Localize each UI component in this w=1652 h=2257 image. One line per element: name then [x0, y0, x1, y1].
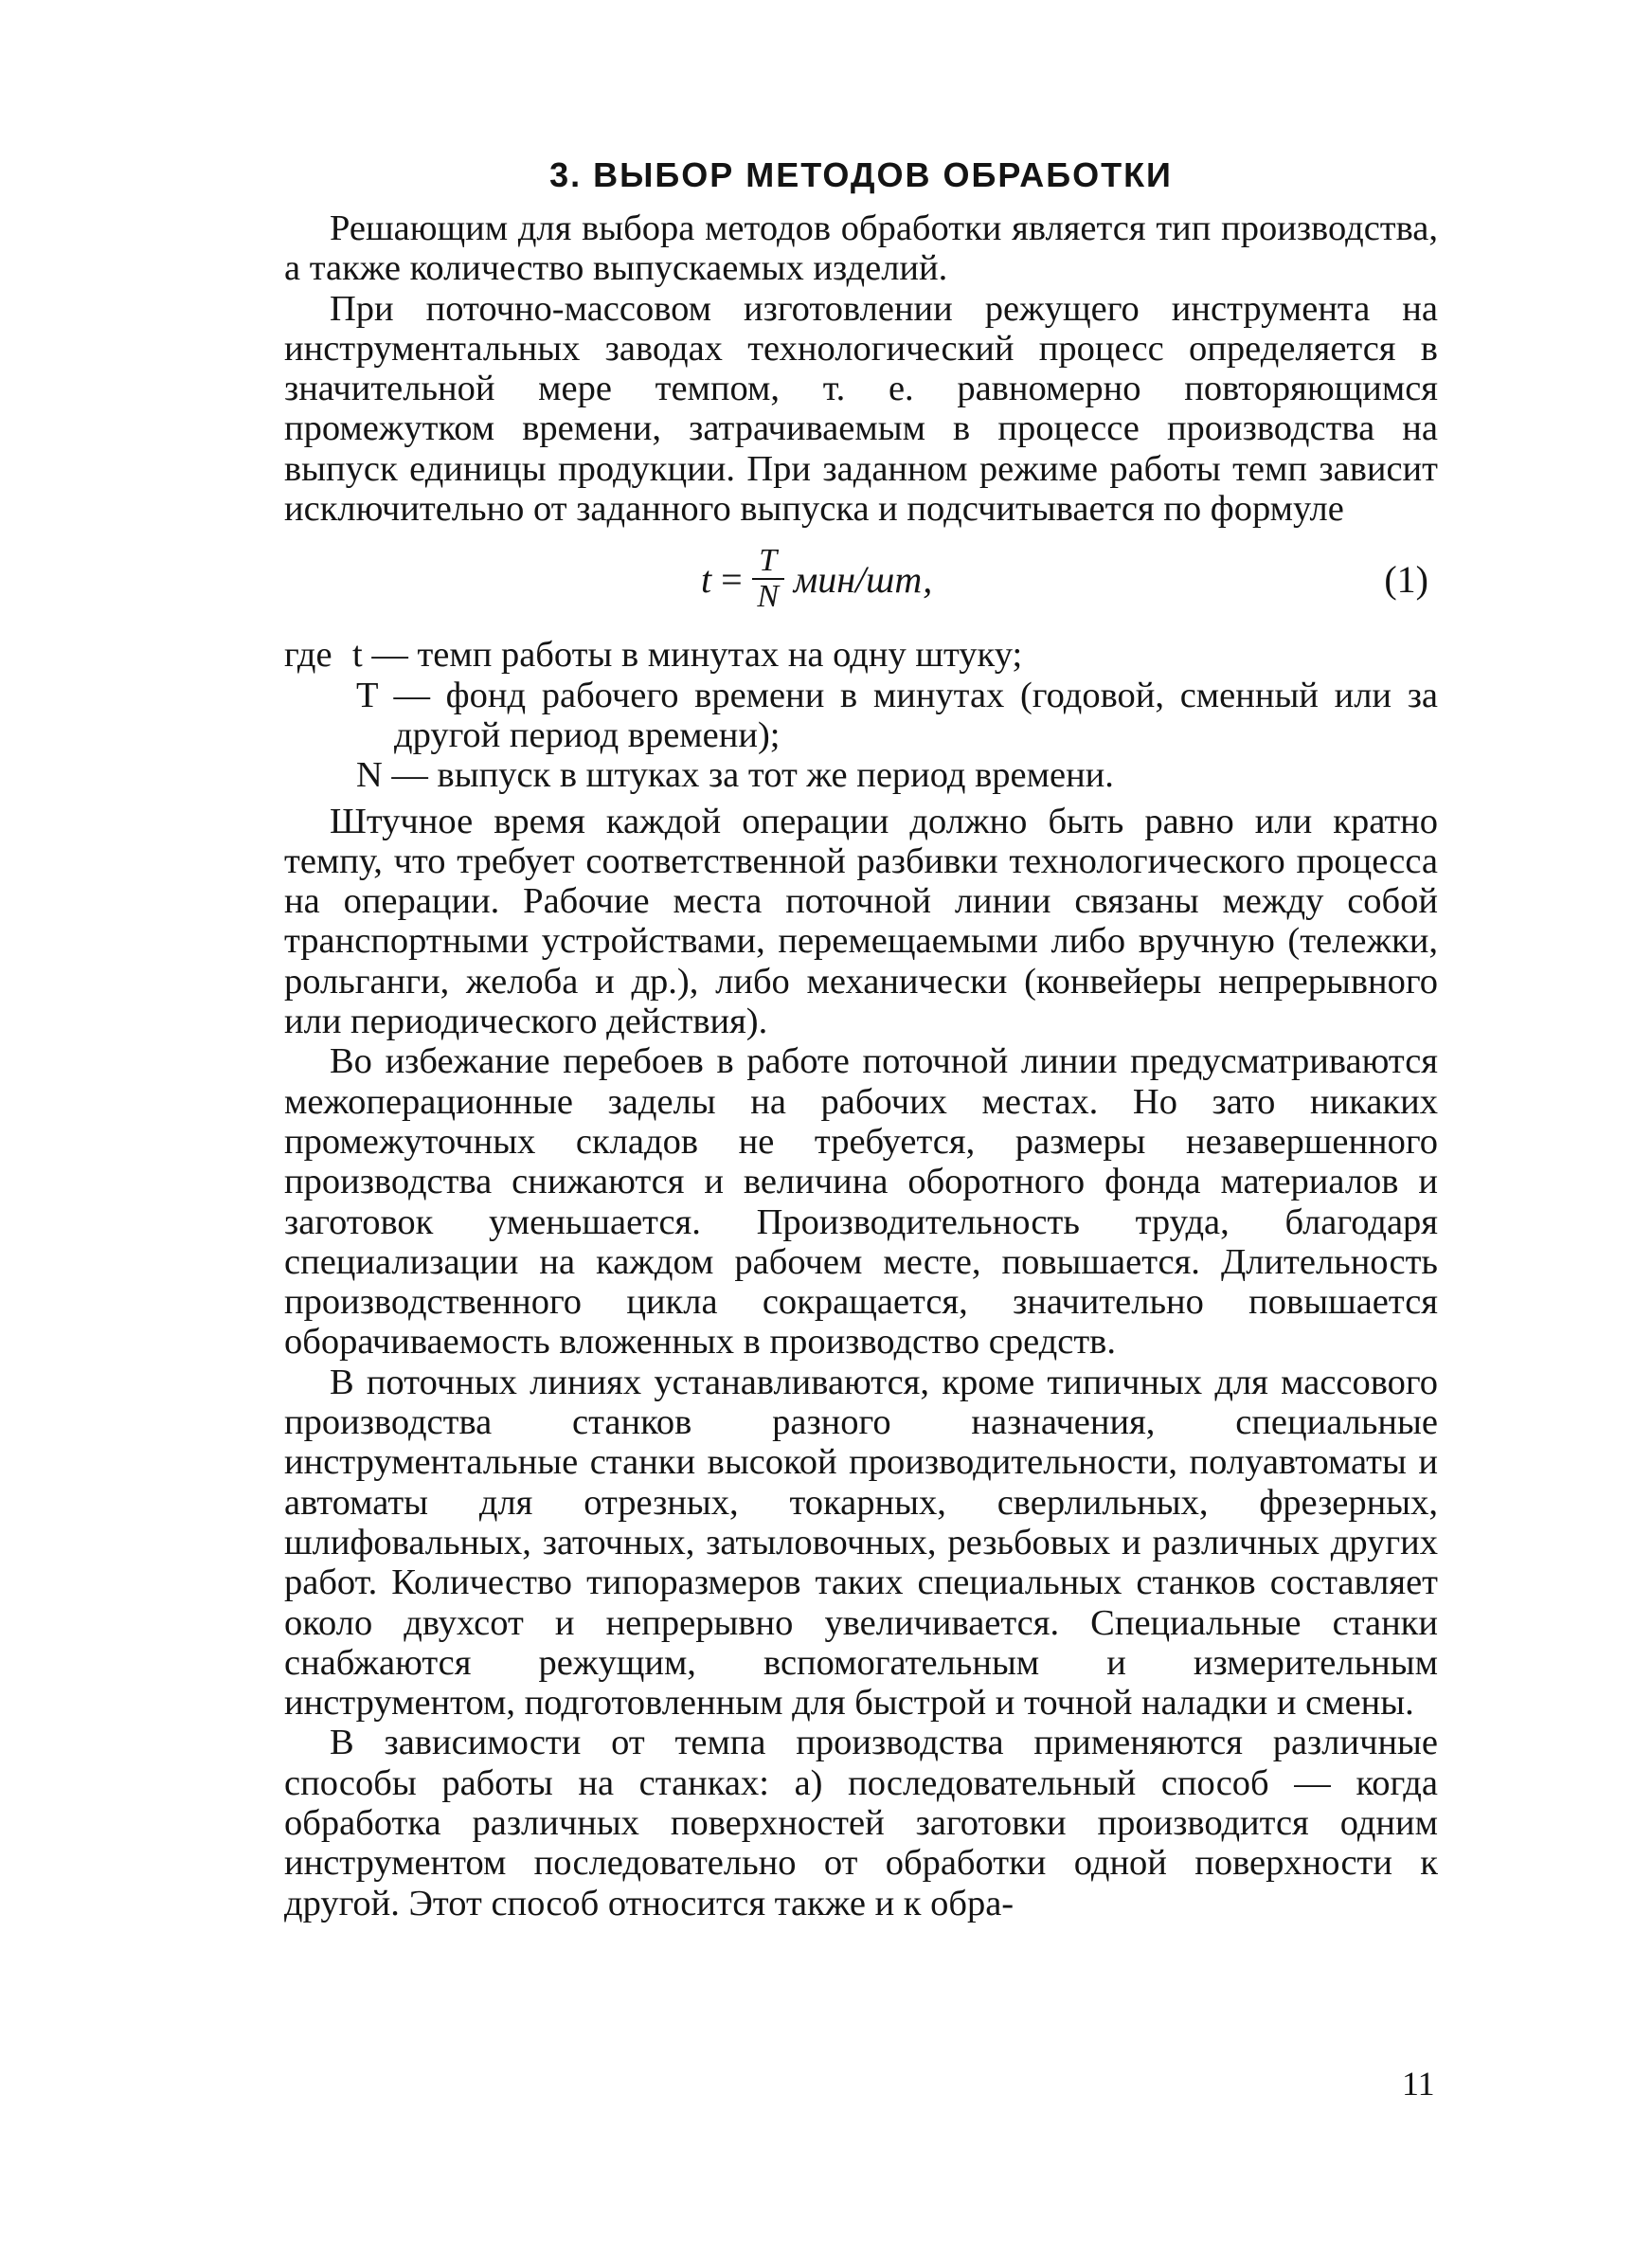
formula-1	[284, 534, 1438, 625]
text-column	[284, 142, 1438, 1923]
variable-definitions	[284, 635, 1438, 795]
formula-numerator: T	[759, 543, 778, 579]
formula-number: (1)	[1384, 558, 1428, 602]
definition-N	[284, 755, 1438, 795]
formula-unit: мин/шт,	[793, 557, 933, 601]
definition-where: где	[284, 635, 332, 676]
formula-fraction	[752, 544, 784, 614]
page-number: 11	[1402, 2065, 1435, 2103]
paragraph: Во избежание перебоев в работе поточной линии предусматриваются межоперационные заделы на рабочих местах. Но зато никаких промежуточных складов не требуется, размеры незавершенного производства снижаются и величина оборотного фонда материалов и заготовок уменьшается. Производительность труда, благодаря специализации на каждом рабочем месте, повышается. Длительность производственного цикла сокращается, значительно повышается оборачиваемость вложенных в производство средств.	[284, 1041, 1438, 1363]
paragraph: В зависимости от темпа производства применяются различные способы работы на станках: а) последовательный способ — когда обработка различных поверхностей заготовки производится одним инструментом последовательно от обработки одной поверхности к другой. Этот способ относится также и к обра-	[284, 1723, 1438, 1923]
section-heading: 3. ВЫБОР МЕТОДОВ ОБРАБОТКИ	[549, 155, 1173, 194]
formula-equals: =	[721, 557, 743, 601]
paragraph: Штучное время каждой операции должно быть равно или кратно темпу, что требует соответственной разбивки технологического процесса на операции. Рабочие места поточной линии связаны между собой транспортными устройствами, перемещаемыми либо вручную (тележки, рольганги, желоба и др.), либо механически (конвейеры непрерывного или периодического действия).	[284, 801, 1438, 1042]
definition-t	[284, 635, 1438, 675]
formula-denominator: N	[757, 579, 780, 615]
paragraph: В поточных линиях устанавливаются, кроме типичных для массового производства станков разного назначения, специальные инструментальные станки высокой производительности, полуавтоматы и автоматы для отрезных, токарных, сверлильных, фрезерных, шлифовальных, заточных, затыловочных, резьбовых и различных других работ. Количество типоразмеров таких специальных станков составляет около двухсот и непрерывно увеличивается. Специальные станки снабжаются режущим, вспомогательным и измерительным инструментом, подготовленным для быстрой и точной наладки и смены.	[284, 1362, 1438, 1724]
definition-N-text: N — выпуск в штуках за тот же период времени.	[356, 755, 1114, 796]
formula-expression	[701, 544, 932, 614]
definition-t-text: t — темп работы в минутах на одну штуку;	[352, 635, 1023, 676]
formula-lhs: t	[701, 557, 712, 601]
definition-T-text: T — фонд рабочего времени в минутах (годовой, сменный или за другой период времени);	[356, 675, 1438, 755]
paragraph: Решающим для выбора методов обработки является тип производства, а также количество выпускаемых изделий.	[284, 208, 1438, 289]
paragraph: При поточно-массовом изготовлении режущего инструмента на инструментальных заводах технологический процесс определяется в значительной мере темпом, т. е. равномерно повторяющимся промежутком времени, затрачиваемым в процессе производства на выпуск единицы продукции. При заданном режиме работы темп зависит исключительно от заданного выпуска и подсчитывается по формуле	[284, 288, 1438, 530]
definition-T	[284, 676, 1438, 756]
